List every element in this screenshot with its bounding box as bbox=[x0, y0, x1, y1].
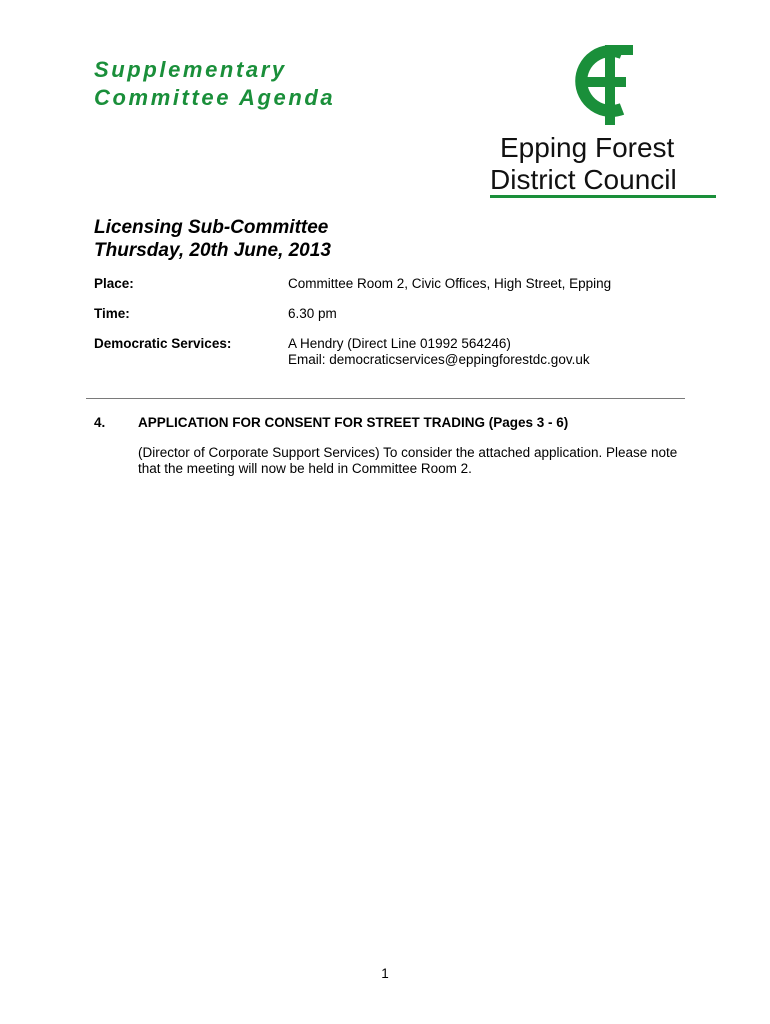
meeting-details bbox=[94, 276, 694, 382]
document-title-line2: Committee Agenda bbox=[94, 85, 336, 110]
document-title bbox=[94, 56, 335, 112]
council-name-line2: District Council bbox=[490, 164, 677, 195]
place-value: Committee Room 2, Civic Offices, High Street, Epping bbox=[288, 276, 612, 291]
meeting-name: Licensing Sub-Committee bbox=[94, 217, 329, 238]
section-divider bbox=[86, 398, 685, 399]
logo-underline bbox=[490, 195, 716, 198]
detail-row-place bbox=[94, 276, 694, 292]
services-contact: A Hendry (Direct Line 01992 564246) bbox=[288, 336, 511, 351]
time-value: 6.30 pm bbox=[288, 306, 337, 321]
services-label: Democratic Services: bbox=[94, 336, 232, 351]
meeting-heading bbox=[94, 216, 331, 262]
detail-row-services bbox=[94, 336, 694, 368]
agenda-item-description: (Director of Corporate Support Services) To consider the attached application. Please note that the meeting will now be held in Committee Room 2. bbox=[138, 445, 678, 476]
agenda-item-number: 4. bbox=[94, 415, 106, 430]
council-name-line1: Epping Forest bbox=[500, 132, 675, 163]
agenda-item-header bbox=[94, 415, 694, 431]
council-logo bbox=[488, 42, 718, 202]
agenda-item-heading: APPLICATION FOR CONSENT FOR STREET TRADING (Pages 3 - 6) bbox=[138, 415, 569, 430]
document-title-line1: Supplementary bbox=[94, 57, 287, 82]
detail-row-time bbox=[94, 306, 694, 322]
council-logo-mark-icon bbox=[570, 42, 636, 128]
place-label: Place: bbox=[94, 276, 134, 291]
meeting-date: Thursday, 20th June, 2013 bbox=[94, 240, 331, 261]
services-value bbox=[288, 336, 590, 368]
time-label: Time: bbox=[94, 306, 130, 321]
agenda-item bbox=[94, 415, 694, 477]
page-number: 1 bbox=[381, 966, 389, 981]
services-email: Email: democraticservices@eppingforestdc.gov.uk bbox=[288, 352, 590, 367]
